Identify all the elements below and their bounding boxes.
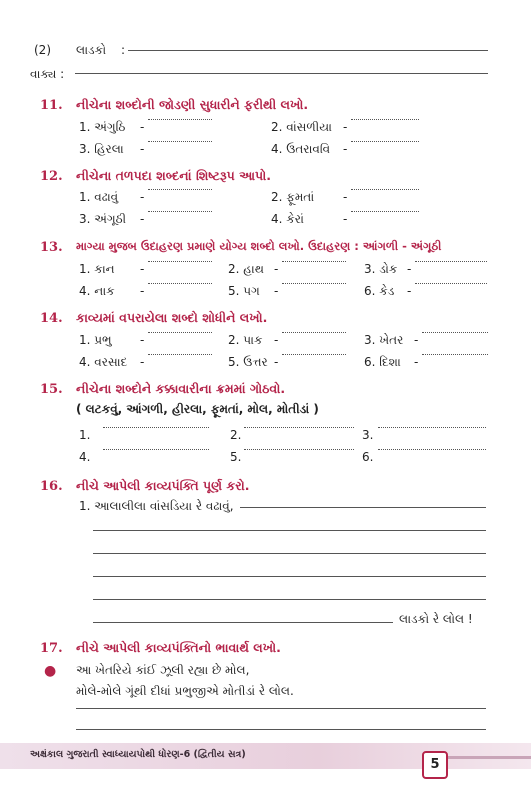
answer-line[interactable]	[282, 261, 346, 262]
question-number: 13.	[40, 240, 63, 255]
q12-item-2: 2. ફૂમતાં	[271, 190, 315, 204]
question-title: નીચેના શબ્દોની જોડણી સુધારીને ફરીથી લખો.	[76, 97, 309, 112]
answer-line[interactable]	[93, 599, 486, 600]
sentence-label: વાક્ય :	[30, 67, 65, 81]
answer-line[interactable]	[244, 427, 354, 428]
q13-item-5: 5. પગ	[228, 284, 260, 298]
answer-line[interactable]	[148, 283, 212, 284]
answer-line[interactable]	[282, 332, 346, 333]
q13-item-3: 3. ડોક	[364, 262, 398, 276]
answer-line[interactable]	[148, 211, 212, 212]
dash: -	[274, 355, 279, 369]
poem-line: આ ખેતરિયે કાંઈ ઝૂલી રહ્યા છે મોલ,	[76, 663, 250, 677]
q12-item-4: 4. કેરાં	[271, 212, 304, 226]
q14-item-6: 6. દિશા	[364, 355, 401, 369]
dash: -	[407, 262, 412, 276]
footer-divider	[440, 756, 531, 759]
answer-line[interactable]	[244, 449, 354, 450]
q13-item-6: 6. કેડ	[364, 284, 395, 298]
answer-line[interactable]	[148, 261, 212, 262]
poem-line: મોલે-મોલે ગૂંથી દીધાં પ્રભુજીએ મોતીડાં રે લોલ.	[76, 684, 294, 698]
answer-line[interactable]	[351, 189, 419, 190]
dash: -	[407, 284, 412, 298]
answer-line[interactable]	[93, 530, 486, 531]
question-number: 17.	[40, 641, 63, 656]
q11-item-4: 4. ઉતરાવવિ	[271, 142, 331, 156]
question-number: 15.	[40, 382, 63, 397]
answer-line[interactable]	[103, 427, 209, 428]
answer-line[interactable]	[422, 332, 488, 333]
dash: -	[274, 284, 279, 298]
item-word: લાડકો	[76, 43, 107, 57]
answer-line[interactable]	[93, 622, 393, 623]
item-number: (2)	[34, 43, 51, 57]
answer-line[interactable]	[378, 449, 486, 450]
answer-line[interactable]	[103, 449, 209, 450]
question-title: માગ્યા મુજબ ઉદાહરણ પ્રમાણે યોગ્ય શબ્દો લખો. ઉદાહરણ : આંગળી - અંગૂઠી	[76, 239, 442, 253]
bullet-icon: ●	[44, 663, 57, 679]
question-title: નીચેના તળપદા શબ્દનાં શિષ્ટરૂપ આપો.	[76, 168, 271, 183]
q14-item-2: 2. પાક	[228, 333, 263, 347]
dash: -	[343, 212, 348, 226]
q11-item-3: 3. હિરલા	[79, 142, 124, 156]
q15-item-5: 5.	[230, 450, 242, 464]
q15-item-2: 2.	[230, 428, 242, 442]
answer-line[interactable]	[93, 576, 486, 577]
dash: -	[140, 142, 145, 156]
answer-line[interactable]	[415, 261, 487, 262]
q15-item-4: 4.	[79, 450, 91, 464]
answer-line[interactable]	[148, 119, 212, 120]
question-title: નીચેના શબ્દોને કક્કાવારીના ક્રમમાં ગોઠવો.	[76, 381, 286, 396]
poem-line: 1. આલાલીલા વાંસડિયા રે વઢાવું,	[79, 499, 234, 513]
question-number: 12.	[40, 169, 63, 184]
q13-item-2: 2. હાથ	[228, 262, 264, 276]
answer-line[interactable]	[240, 507, 486, 508]
answer-line[interactable]	[148, 354, 212, 355]
dash: -	[140, 355, 145, 369]
answer-line[interactable]	[76, 729, 486, 730]
poem-ending: લાડકો રે લોલ !	[399, 612, 473, 626]
q11-item-2: 2. વાંસળીયા	[271, 120, 332, 134]
dash: -	[140, 333, 145, 347]
q15-item-3: 3.	[362, 428, 374, 442]
answer-line[interactable]	[351, 119, 419, 120]
answer-line[interactable]	[148, 141, 212, 142]
q14-item-3: 3. ખેતર	[364, 333, 404, 347]
question-number: 16.	[40, 479, 63, 494]
colon: :	[121, 43, 126, 57]
word-list: ( લટકવું, આંગળી, હીરલા, ફૂમતાં, મોલ, મોતીડાં )	[76, 402, 319, 416]
question-number: 11.	[40, 98, 63, 113]
q14-item-5: 5. ઉત્તર	[228, 355, 268, 369]
q13-item-1: 1. કાન	[79, 262, 115, 276]
q12-item-1: 1. વઢાવું	[79, 190, 119, 204]
question-title: નીચે આપેલી કાવ્યપંક્તિ પૂર્ણ કરો.	[76, 478, 250, 493]
answer-line[interactable]	[351, 141, 419, 142]
answer-line[interactable]	[128, 50, 488, 51]
dash: -	[140, 190, 145, 204]
q12-item-3: 3. અંગૂઠી	[79, 212, 127, 226]
dash: -	[414, 333, 419, 347]
dash: -	[140, 284, 145, 298]
dash: -	[343, 190, 348, 204]
answer-line[interactable]	[415, 283, 487, 284]
q15-item-1: 1.	[79, 428, 91, 442]
question-title: નીચે આપેલી કાવ્યપંક્તિનો ભાવાર્થ લખો.	[76, 640, 281, 655]
dash: -	[343, 142, 348, 156]
answer-line[interactable]	[148, 332, 212, 333]
answer-line[interactable]	[282, 283, 346, 284]
dash: -	[140, 212, 145, 226]
dash: -	[140, 262, 145, 276]
dash: -	[140, 120, 145, 134]
q15-item-6: 6.	[362, 450, 374, 464]
answer-line[interactable]	[378, 427, 486, 428]
q14-item-4: 4. વરસાદ	[79, 355, 128, 369]
dash: -	[343, 120, 348, 134]
footer-title: અક્ષંકાલ ગુજરાતી સ્વાધ્યાયપોથી ધોરણ-6 (દ્વિતીય સત્ર)	[30, 749, 246, 760]
q14-item-1: 1. પ્રભુ	[79, 333, 112, 347]
page-number: 5	[422, 751, 448, 779]
answer-line[interactable]	[422, 354, 488, 355]
question-title: કાવ્યમાં વપરાયેલા શબ્દો શોધીને લખો.	[76, 310, 268, 325]
dash: -	[414, 355, 419, 369]
answer-line[interactable]	[148, 189, 212, 190]
answer-line[interactable]	[351, 211, 419, 212]
dash: -	[274, 262, 279, 276]
question-number: 14.	[40, 311, 63, 326]
answer-line[interactable]	[93, 553, 486, 554]
q13-item-4: 4. નાક	[79, 284, 115, 298]
q11-item-1: 1. અંગુઠિ	[79, 120, 126, 134]
answer-line[interactable]	[76, 708, 486, 709]
answer-line[interactable]	[75, 73, 488, 74]
dash: -	[274, 333, 279, 347]
answer-line[interactable]	[282, 354, 346, 355]
